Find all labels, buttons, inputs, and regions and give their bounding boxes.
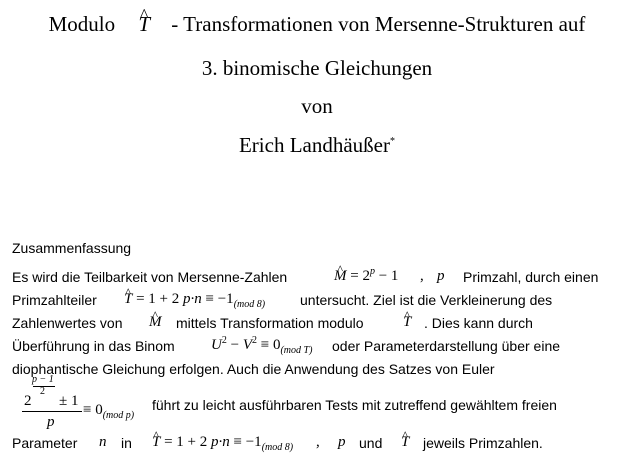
fraction-base: 2 [24,393,32,409]
abstract-line-5-text: diophantische Gleichung erfolgen. Auch die Anwendung des Satzes von Euler [12,361,495,377]
abstract-line-2-text-b: untersucht. Ziel ist die Verkleinerung des [300,292,553,308]
formula-t: ^ T [152,433,160,451]
title-prefix: Modulo [48,12,116,36]
formula-eq: = 2 [350,268,370,284]
fraction-exponent-numerator: p − 1 [32,374,54,385]
fraction-pm-one: ± 1 [59,393,79,409]
abstract-line-3-text-b: mittels Transformation modulo [176,315,364,331]
abstract-line-3-t: ^ T [403,313,411,331]
abstract-line-2-formula [124,290,265,308]
abstract-line-7-n: n [99,434,107,450]
author-footnote-mark: * [390,136,395,147]
abstract-line-7-formula [152,433,293,451]
title-line-2: 3. binomische Gleichungen [201,56,433,80]
fraction-congruence [83,401,134,419]
abstract-line-4-formula: $U^2 - V^2 \equiv 0_{(mod T)}$ [211,335,313,356]
abstract-line-4-text-b: oder Parameterdarstellung über eine [332,338,561,354]
author-line [0,133,634,157]
title-line-3: von [301,94,333,118]
formula-mod: (mod 8) [233,299,266,310]
abstract-heading: Zusammenfassung [12,240,132,256]
fraction-denominator: p [47,414,55,430]
abstract-line-3-m: ^ M [149,313,162,331]
formula-mod: (mod 8) [261,442,294,453]
formula-mod: (mod T) [280,345,313,356]
abstract-line-7-text-b: jeweils Primzahlen. [423,435,543,451]
abstract-line-7-und: und [359,435,383,451]
formula-pn: p·n [211,434,230,450]
author-name: Erich Landhäußer [238,133,390,157]
abstract-line-7-text-a: Parameter [12,435,78,451]
abstract-line-7-t: ^ T [401,433,409,451]
abstract-line-1-formula [334,267,398,285]
formula-pn: p·n [183,291,202,307]
fraction-exponent-denominator: 2 [40,386,45,397]
title-suffix: - Transformationen von Mersenne-Strukturen auf [171,12,586,36]
abstract-line-2-text-a: Primzahlteiler [12,292,97,308]
abstract-line-4-text-a: Überführung in das Binom [12,338,175,354]
formula-exp-p: p [369,266,375,277]
abstract-line-3-text-a: Zahlenwertes von [12,315,123,331]
formula-minus: − [230,337,240,353]
abstract-line-7-comma: , [316,434,320,450]
abstract-line-7-p: p [338,434,346,450]
formula-eq: ≡ 0 [260,337,281,353]
formula-tail: − 1 [378,268,399,284]
abstract-line-1-p: p [437,268,445,284]
abstract-line-6-text: führt zu leicht ausführbaren Tests mit zutreffend gewähltem freien [152,397,557,413]
formula-eq: = 1 + 2 [136,291,180,307]
formula-cong: ≡ −1 [205,291,234,307]
formula-cong: ≡ −1 [233,434,262,450]
abstract-line-7-in: in [121,435,132,451]
abstract-line-1-text-a: Es wird die Teilbarkeit von Mersenne-Zahlen [12,269,288,285]
formula-v: V [242,337,252,353]
formula-u: U [211,337,222,353]
abstract-line-3-text-c: . Dies kann durch [424,315,533,331]
title-line-1 [0,12,634,36]
title-variable-t: ^ T [138,12,150,36]
formula-eq: = 1 + 2 [164,434,208,450]
formula-mod: (mod p) [102,410,135,421]
formula-t: ^ T [124,290,132,308]
fraction-bar [22,411,82,412]
formula-m: ^ M [334,267,347,285]
abstract-line-1-text-b: Primzahl, durch einen [463,269,599,285]
abstract-line-1-comma: , [420,268,424,284]
formula-cong: ≡ 0 [83,402,103,418]
